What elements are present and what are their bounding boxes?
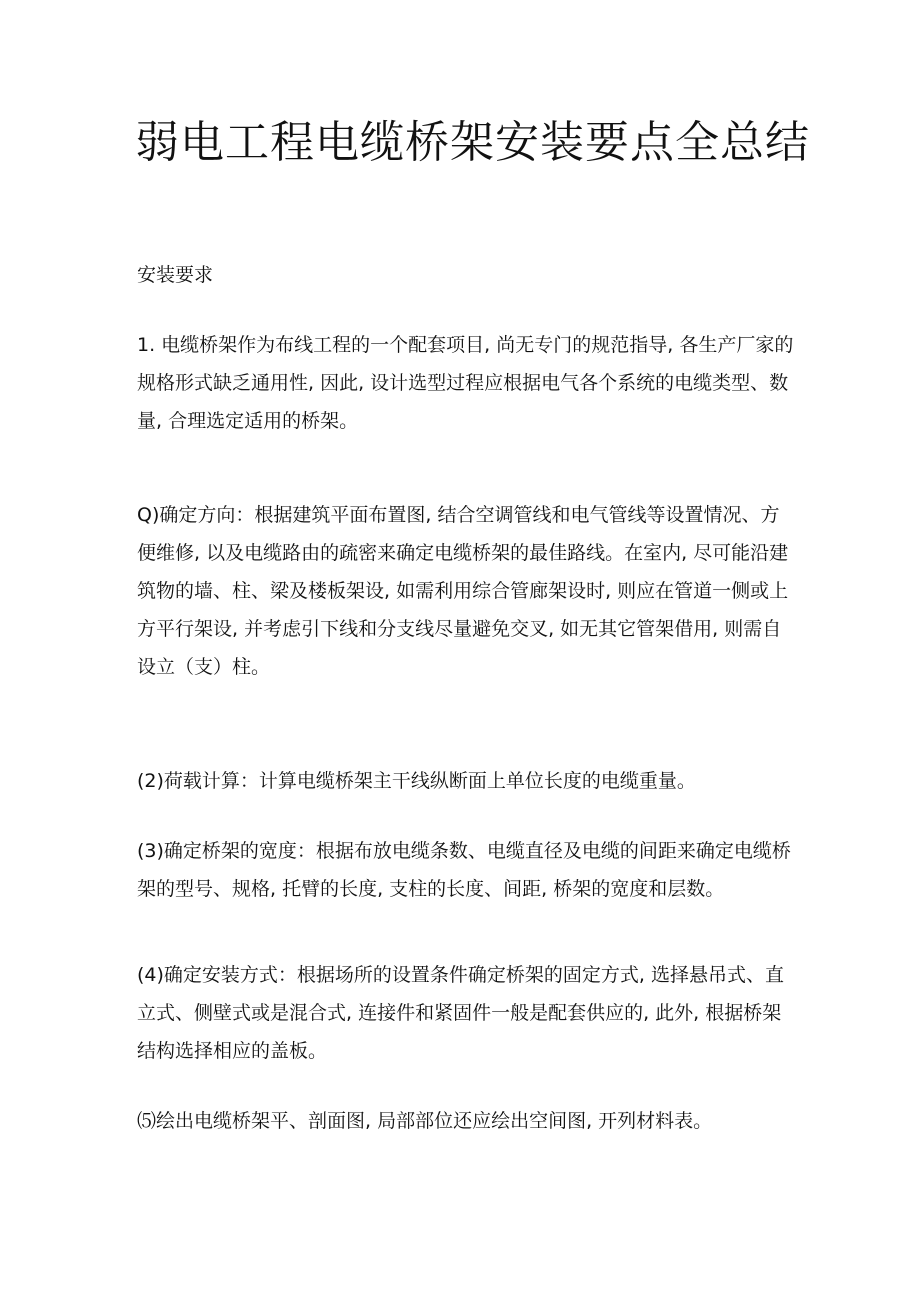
paragraph-intro: 1. 电缆桥架作为布线工程的一个配套项目, 尚无专门的规范指导, 各生产厂家的规格形式缺乏通用性, 因此, 设计选型过程应根据电气各个系统的电缆类型、数量, 合理选定适用的桥架。	[137, 334, 794, 432]
paragraph-width: (3)确定桥架的宽度：根据布放电缆条数、电缆直径及电缆的间距来确定电缆桥架的型号、规格, 托臂的长度, 支柱的长度、间距, 桥架的宽度和层数。	[137, 840, 791, 900]
document-title: 弱电工程电缆桥架安装要点全总结	[135, 117, 810, 168]
section-heading: 安装要求	[137, 264, 214, 286]
paragraph-drawings: ⑸绘出电缆桥架平、剖面图, 局部部位还应绘出空间图, 开列材料表。	[137, 1110, 713, 1132]
paragraph-installation-method: (4)确定安装方式：根据场所的设置条件确定桥架的固定方式, 选择悬吊式、直立式、侧壁式或是混合式, 连接件和紧固件一般是配套供应的, 此外, 根据桥架结构选择相应的盖板。	[137, 964, 784, 1062]
paragraph-load-calculation: (2)荷载计算：计算电缆桥架主干线纵断面上单位长度的电缆重量。	[137, 770, 696, 792]
paragraph-direction: Q)确定方向：根据建筑平面布置图, 结合空调管线和电气管线等设置情况、方便维修, 以及电缆路由的疏密来确定电缆桥架的最佳路线。在室内, 尽可能沿建筑物的墙、柱、梁及楼板架设, 如需利用综合管廊架设时, 则应在管道一侧或上方平行架设, 并考虑引下线和分支线尽量避免交叉, 如无其它管架借用, 则需自设立（支）柱。	[137, 504, 789, 678]
